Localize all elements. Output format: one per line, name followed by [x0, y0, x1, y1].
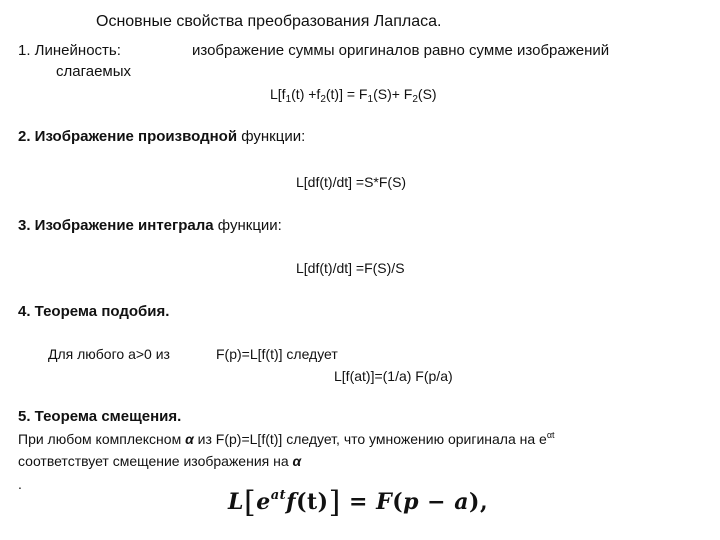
shift-theorem-formula: $L[e^{at}f(t)] = F(p - a)$,	[228, 474, 478, 530]
item-3-label: 3. Изображение интеграла	[18, 217, 214, 234]
item-2-formula: L[df(t)/dt] =S*F(S)	[296, 174, 407, 190]
item-1-label: 1. Линейность:	[18, 42, 121, 59]
item-5-line2: соответствует смещение изображения на α	[18, 453, 302, 469]
item-2-heading	[18, 128, 305, 146]
item-5-line1: При любом комплексном α из F(p)=L[f(t)] следует, что умножению оригинала на $e^{\alpha t}$	[18, 430, 555, 447]
item-5-label: 5. Теорема смещения.	[18, 408, 182, 425]
item-4-given: F(p)=L[f(t)] следует	[216, 346, 338, 362]
item-1-description-cont: слагаемых	[56, 63, 132, 80]
item-4-formula: L[f(at)]=(1/a) F(p/a)	[334, 368, 453, 384]
item-4-label: 4. Теорема подобия.	[18, 303, 170, 320]
item-2-label-rest: функции:	[237, 128, 306, 145]
item-1-description: изображение суммы оригиналов равно сумме изображений	[192, 42, 610, 59]
item-4-condition: Для любого а>0 из	[48, 346, 170, 362]
item-2-label: 2. Изображение производной	[18, 128, 238, 145]
item-1-formula: $L[f_1(t) +f_2(t)] = F_1(S)+ F_2(S)$	[270, 86, 437, 105]
item-5-line3: .	[18, 476, 22, 492]
item-3-label-rest: функции:	[213, 217, 282, 234]
item-3-formula: L[df(t)/dt] =F(S)/S	[296, 260, 405, 276]
item-3-heading	[18, 217, 282, 235]
page-title: Основные свойства преобразования Лапласа.	[96, 13, 442, 30]
